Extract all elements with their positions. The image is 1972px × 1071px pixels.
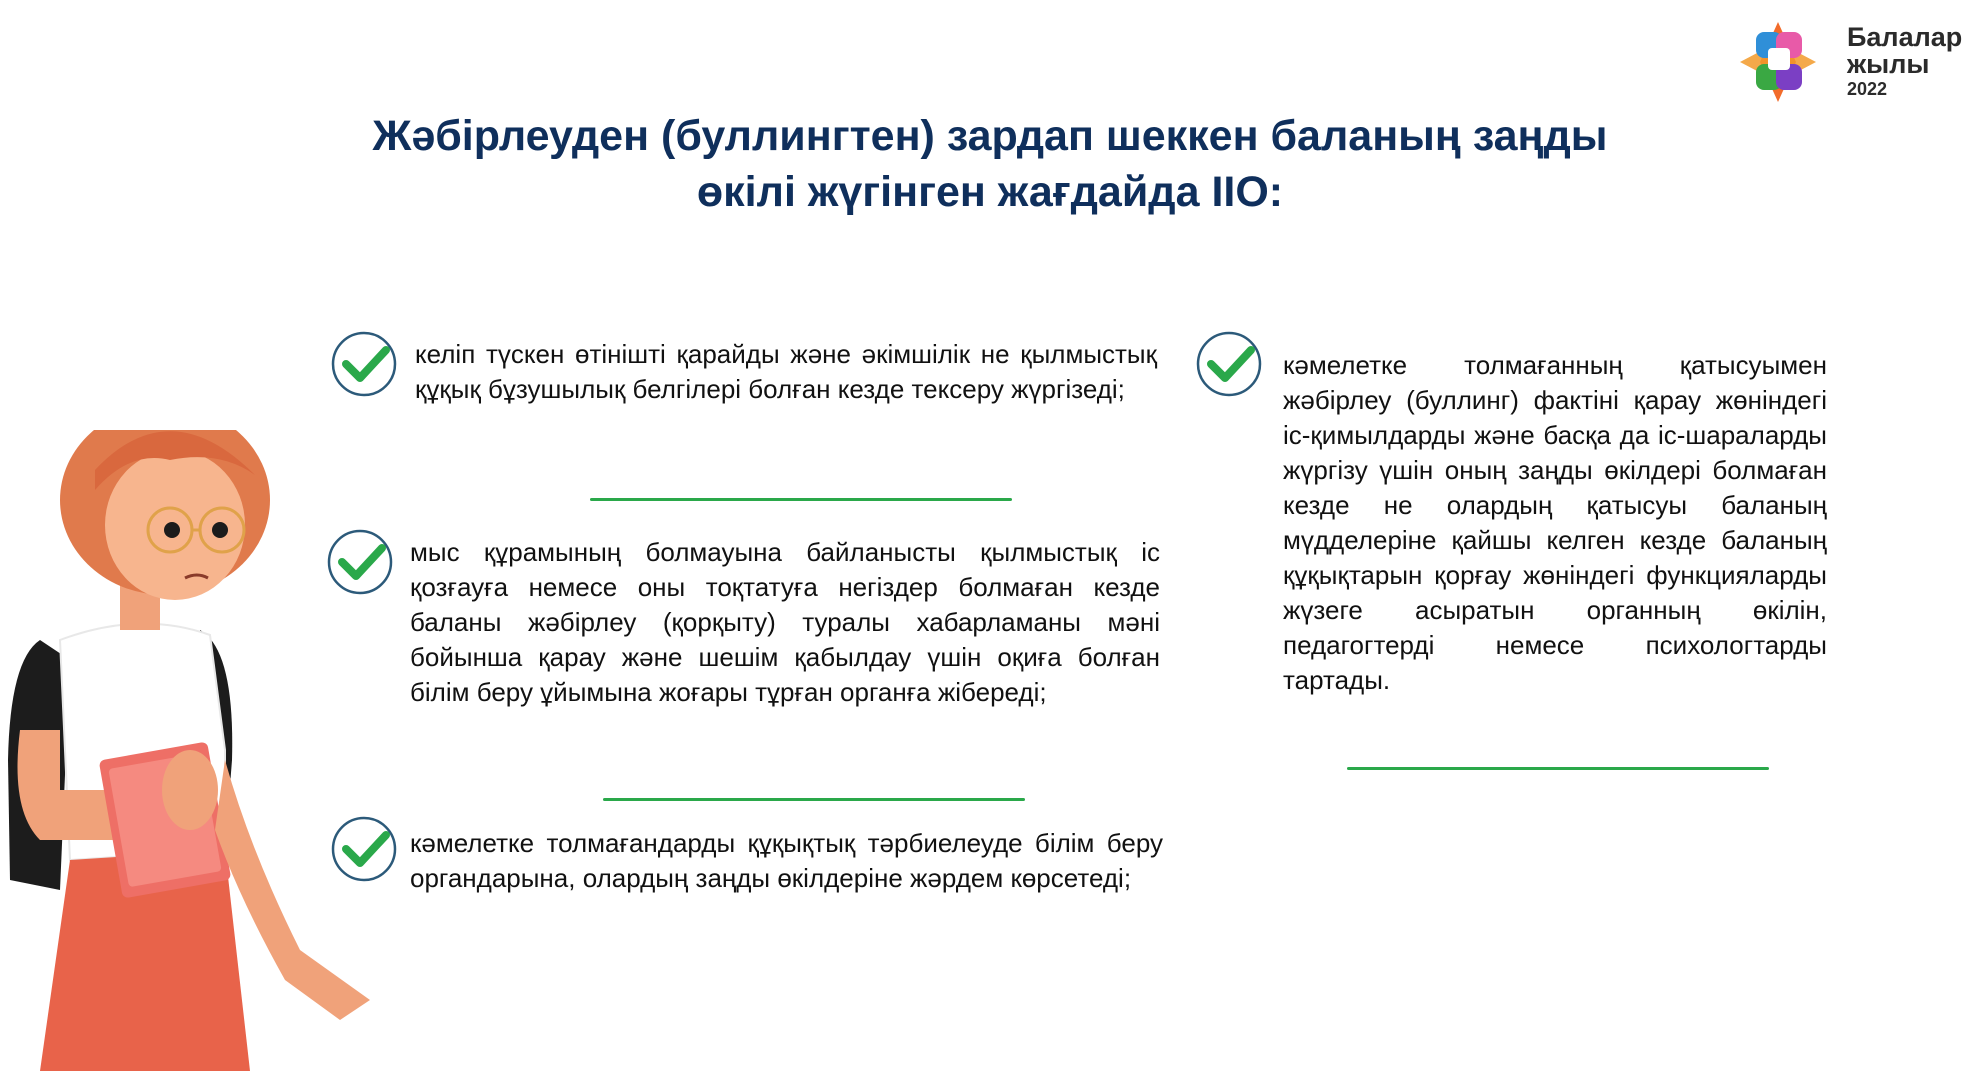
page-title: [300, 108, 1680, 220]
logo-line-2: жылы: [1847, 49, 1930, 79]
balalar-logo-icon: [1722, 14, 1840, 110]
divider-3: [1347, 767, 1769, 770]
list-item-2: мыс құрамының болмауына байланысты қылмыстық іс қозғауға немесе оны тоқтатуға негіздер болмаған кезде баланы жәбірлеу (қорқыту) туралы хабарламаны мәні бойынша қарау және шешім қабылдау үшін оқиға болған білім беру ұйымына жоғары тұрған органға жібереді;: [410, 537, 1160, 707]
girl-illustration: [0, 430, 380, 1071]
list-item-1: келіп түскен өтінішті қарайды және әкімшілік не қылмыстық құқық бұзушылық белгілері болған кезде тексеру жүргізеді;: [415, 339, 1157, 404]
list-item-4: кәмелетке толмағанның қатысуымен жәбірлеу (буллинг) фактіні қарау жөніндегі іс-қимылдарды және басқа да іс-шараларды жүргізу үшін оның заңды өкілдері болмаған кезде не олардың қатысуы баланың мүдделеріне қайшы келген кезде баланың құқықтарын қорғау жөніндегі функцияларды жүзеге асыратын органның өкілін, педагогтерді немесе психологтарды тартады.: [1283, 350, 1827, 695]
title-line-2: өкілі жүгінген жағдайда ІІО:: [696, 168, 1284, 216]
title-line-1: Жәбірлеуден (буллингтен) зардап шеккен баланың заңды: [372, 112, 1608, 160]
logo-text: [1847, 24, 1962, 78]
logo-line-1: Балалар: [1847, 22, 1963, 52]
divider-1: [590, 498, 1012, 501]
logo-year: 2022: [1847, 79, 1888, 99]
divider-2: [603, 798, 1025, 801]
check-icon-3: [330, 815, 398, 883]
check-icon-2: [326, 528, 394, 596]
check-icon-1: [330, 330, 398, 398]
list-item-3: кәмелетке толмағандарды құқықтық тәрбиелеуде білім беру органдарына, олардың заңды өкілдеріне жәрдем көрсетеді;: [410, 828, 1163, 893]
check-icon-4: [1195, 330, 1263, 398]
